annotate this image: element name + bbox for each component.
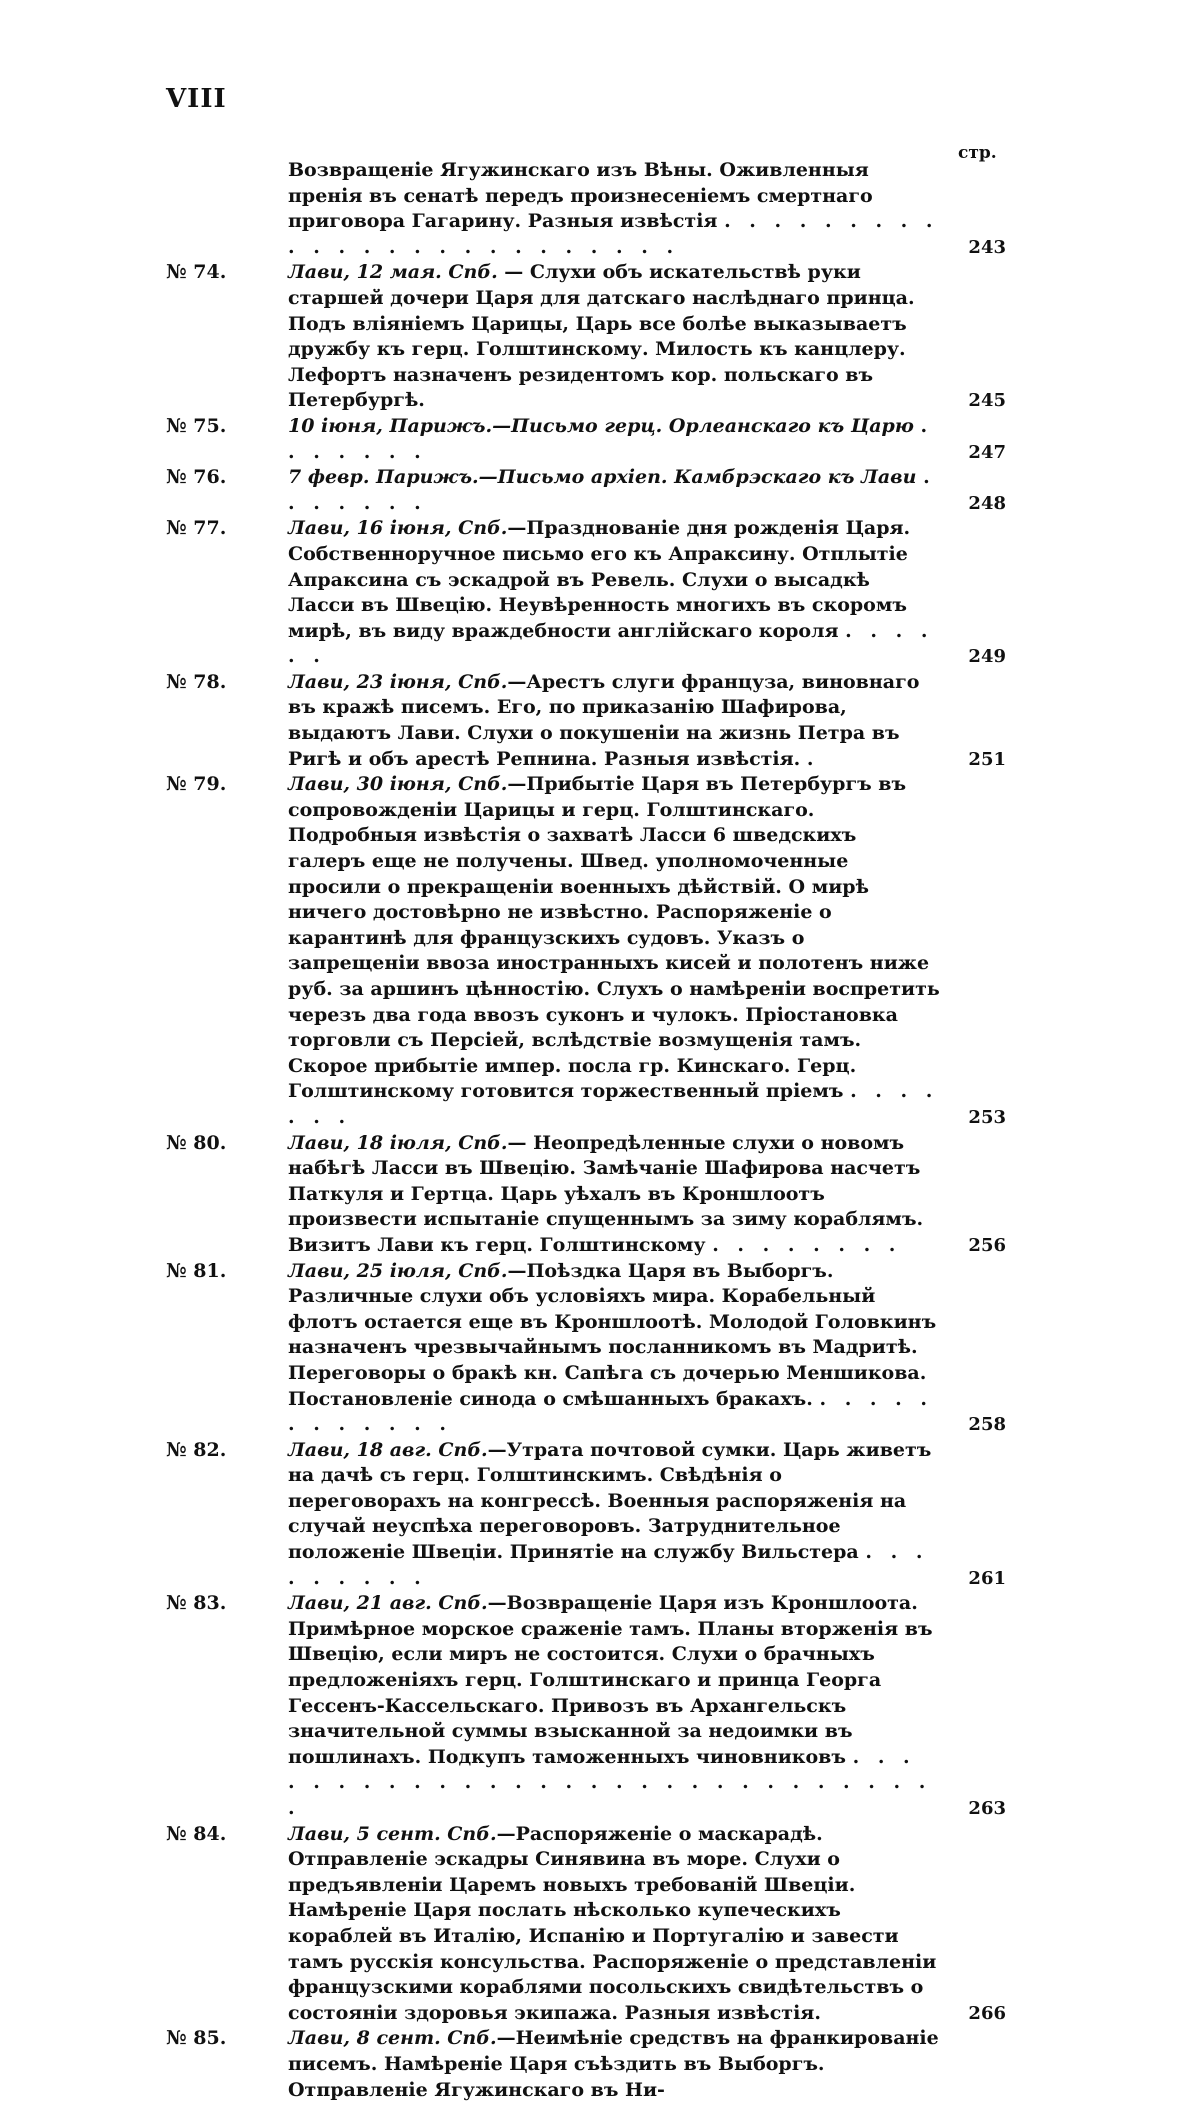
entry-lead: Лави, 30 іюня, Спб.: [288, 773, 508, 796]
entry-lead: Лави, 12 мая. Спб.: [288, 261, 498, 284]
toc-entry: [166, 516, 1006, 670]
entry-page: 249: [968, 646, 1006, 668]
entry-description: —Поѣздка Царя въ Выборгъ. Различные слухи объ условіяхъ мира. Корабельный флотъ остается еще въ Кроншлоотѣ. Молодой Головкинъ назначенъ чрезвычайнымъ посланникомъ въ Мадритѣ. Переговоры о бракѣ кн. Сапѣга съ дочерью Меншикова. Постановленіе синода о смѣшанныхъ бракахъ.: [288, 1259, 937, 1410]
toc-entry: [166, 1438, 1006, 1592]
entry-leader-dots: .: [806, 747, 820, 770]
page-column-header: стр.: [958, 143, 997, 163]
table-of-contents: [166, 158, 1006, 2103]
entry-number: № 76.: [166, 466, 227, 489]
entry-lead: Лави, 18 іюля, Спб.: [288, 1131, 508, 1154]
toc-entry: [166, 772, 1006, 1130]
entry-number: № 83.: [166, 1592, 227, 1615]
entry-lead: Лави, 23 іюня, Спб.: [288, 670, 508, 693]
entry-number: № 81.: [166, 1259, 227, 1282]
entry-page: 243: [968, 236, 1006, 258]
entry-page: 248: [968, 492, 1006, 514]
entry-page: 261: [968, 1567, 1006, 1589]
entry-description: —Возвращеніе Царя изъ Кроншлоота. Примѣрное морское сраженіе тамъ. Планы вторженія въ Швецію, если миръ не состоится. Слухи о брачныхъ предложеніяхъ герц. Голштинскаго и принца Георга Гессенъ-Кассельскаго. Привозъ въ Архангельскъ значительной суммы взысканной за недоимки въ пошлинахъ. Подкупъ таможенныхъ чиновниковъ: [288, 1592, 933, 1768]
toc-entry: [166, 158, 1006, 260]
entry-description: —Утрата почтовой сумки. Царь живетъ на дачѣ съ герц. Голштинскимъ. Свѣдѣнія о переговорахъ на конгрессѣ. Военныя распоряженія на случай неуспѣха переговоровъ. Затруднительное положеніе Швеціи. Принятіе на службу Вильстера: [288, 1438, 932, 1564]
toc-entry: [166, 414, 1006, 465]
entry-leader-dots: . . . . . . . . . . . . . . . . . . . . . . . . . . . . . .: [288, 1745, 932, 1819]
toc-entry: [166, 2026, 1006, 2103]
toc-entry: [166, 1822, 1006, 2027]
entry-number: № 78.: [166, 670, 227, 693]
entry-page: 247: [968, 441, 1006, 463]
toc-entry: [166, 670, 1006, 772]
entry-leader-dots: . . . . . . . . . . . .: [288, 1387, 934, 1436]
entry-leader-dots: . . . . . . .: [288, 1080, 939, 1128]
entry-lead: Лави, 21 авг. Спб.: [288, 1592, 488, 1615]
entry-leader-dots: . . . . . . . .: [712, 1233, 902, 1256]
entry-description: —Прибытіе Царя въ Петербургъ въ сопровожденіи Царицы и герц. Голштинскаго. Подробныя извѣстія о захватѣ Ласси 6 шведскихъ галеръ еще не получены. Швед. уполномоченные просили о прекращеніи военныхъ дѣйствій. О мирѣ ничего достовѣрно не извѣстно. Распоряженіе о карантинѣ для французскихъ судовъ. Указъ о запрещеніи ввоза иностранныхъ кисей и полотенъ ниже руб. за аршинъ цѣнностію. Слухъ о намѣреніи воспретить черезъ два года ввозъ суконъ и чулокъ. Пріостановка торговли съ Персіей, вслѣдствіе возмущенія тамъ. Скорое прибытіе импер. посла гр. Кинскаго. Герц. Голштинскому готовится торжественный пріемъ: [288, 773, 940, 1103]
entry-description: —Празднованіе дня рожденія Царя. Собственноручное письмо его къ Апраксину. Отплытіе Апраксина съ эскадрой въ Ревель. Слухи о высадкѣ Ласси въ Швецію. Неувѣренность многихъ въ скоромъ мирѣ, въ виду враждебности англійскаго короля: [288, 517, 911, 642]
toc-entry: [166, 1591, 1006, 1821]
entry-number: № 77.: [166, 517, 227, 540]
toc-entry: [166, 465, 1006, 516]
entry-number: № 84.: [166, 1822, 227, 1845]
entry-description: Возвращеніе Ягужинскаго изъ Вѣны. Оживленныя пренія въ сенатѣ передъ произнесеніемъ смертнаго приговора Гагарину. Разныя извѣстія: [288, 159, 873, 233]
toc-entry: [166, 1131, 1006, 1259]
toc-entry: [166, 260, 1006, 414]
entry-lead: 7 февр. Парижъ.—Письмо архіеп. Камбрэскаго къ Лави: [288, 466, 917, 489]
entry-description: —Распоряженіе о маскарадѣ. Отправленіе эскадры Синявина въ море. Слухи о предъявленіи Царемъ новыхъ требованій Швеціи. Намѣреніе Царя послать нѣсколько купеческихъ кораблей въ Италію, Испанію и Португалію и завести тамъ русскія консульства. Распоряженіе о представленіи французскими кораблями посольскихъ свидѣтельствъ о состояніи здоровья экипажа. Разныя извѣстія.: [288, 1822, 937, 2024]
entry-page: 263: [968, 1798, 1006, 1819]
entry-lead: Лави, 5 сент. Спб.: [288, 1822, 497, 1845]
entry-lead: Лави, 25 іюля, Спб.: [288, 1259, 508, 1282]
entry-lead: 10 іюня, Парижъ.—Письмо герц. Орлеанскаго къ Царю: [288, 414, 914, 437]
entry-number: № 80.: [166, 1131, 227, 1154]
toc-entry: [166, 1259, 1006, 1438]
entry-page: 245: [968, 390, 1006, 412]
entry-leader-dots: . . . . . . . . . . . . . . . . . . . . . . . . .: [288, 210, 939, 258]
entry-page: 256: [968, 1234, 1006, 1256]
entry-lead: Лави, 8 сент. Спб.: [288, 2027, 497, 2050]
entry-page: 266: [968, 2002, 1006, 2024]
entry-lead: Лави, 16 іюня, Спб.: [288, 517, 508, 540]
entry-lead: Лави, 18 авг. Спб.: [288, 1438, 488, 1461]
entry-leader-dots: . . . . . .: [288, 619, 934, 668]
page-number: VIII: [166, 84, 227, 114]
entry-description: —Неимѣніе средствъ на франкированіе писемъ. Намѣреніе Царя съѣздить въ Выборгъ. Отправленіе Ягужинскаго въ Ни-: [288, 2027, 939, 2101]
entry-description: — Слухи объ искательствѣ руки старшей дочери Царя для датскаго наслѣднаго принца. Подъ вліяніемъ Царицы, Царь все болѣе выказываетъ дружбу къ герц. Голштинскому. Милость къ канцлеру. Лефортъ назначенъ резидентомъ кор. польскаго въ Петербургѣ.: [288, 261, 915, 412]
entry-page: 258: [968, 1414, 1006, 1436]
entry-page: 253: [968, 1106, 1006, 1128]
entry-number: № 74.: [166, 261, 227, 284]
entry-leader-dots: . . . . . . .: [288, 414, 934, 463]
entry-description: —Арестъ слуги француза, виновнаго въ кражѣ писемъ. Его, по приказанію Шафирова, выдаютъ Лави. Слухи о покушеніи на жизнь Петра въ Ригѣ и объ арестѣ Репнина. Разныя извѣстія.: [288, 670, 920, 770]
entry-number: № 85.: [166, 2027, 227, 2050]
entry-page: 251: [968, 748, 1006, 770]
entry-leader-dots: . . . . . . .: [288, 466, 936, 514]
entry-number: № 79.: [166, 773, 227, 796]
entry-leader-dots: . . . . . . . . .: [288, 1541, 929, 1589]
entry-description: — Неопредѣленные слухи о новомъ набѣгѣ Ласси въ Швецію. Замѣчаніе Шафирова насчетъ Паткуля и Гертца. Царь уѣхалъ въ Кроншлоотъ произвести испытаніе спущеннымъ за зиму кораблямъ. Визитъ Лави къ герц. Голштинскому: [288, 1131, 924, 1256]
entry-number: № 82.: [166, 1438, 227, 1461]
entry-number: № 75.: [166, 414, 227, 437]
